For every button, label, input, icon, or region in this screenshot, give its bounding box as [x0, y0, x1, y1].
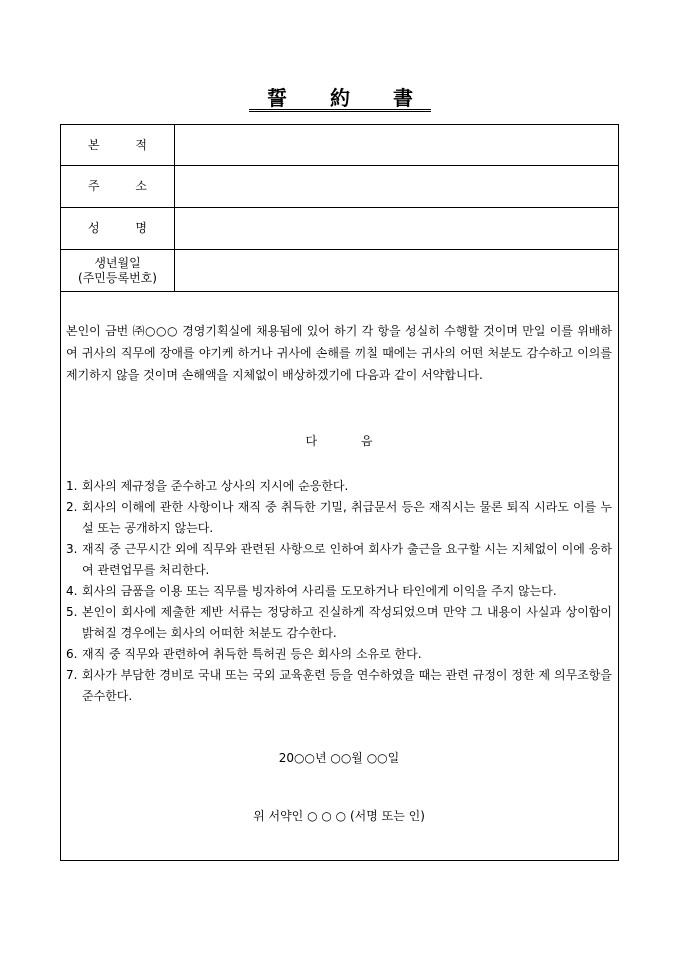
- list-item-text: 회사가 부담한 경비로 국내 또는 국외 교육훈련 등을 연수하였을 때는 관련 규정이 정한 제 의무조항을 준수한다.: [82, 668, 612, 703]
- field-row-birthdate: [61, 250, 618, 292]
- field-row-name: [61, 208, 618, 250]
- document-title-text: 誓 約 書: [249, 87, 431, 112]
- section-heading: 다 음: [305, 434, 393, 448]
- list-item-text: 본인이 회사에 제출한 제반 서류는 정당하고 진실하게 작성되었으며 만약 그 내용이 사실과 상이함이 밝혀질 경우에는 회사의 어떠한 처분도 감수한다.: [82, 605, 612, 640]
- list-item-text: 회사의 금품을 이용 또는 직무를 빙자하여 사리를 도모하거나 타인에게 이익을 주지 않는다.: [82, 584, 557, 598]
- field-row-address: [61, 166, 618, 208]
- list-item: [66, 581, 612, 602]
- pledge-date: 20○○년 ○○월 ○○일: [278, 751, 400, 765]
- field-value-birthdate[interactable]: [175, 250, 619, 292]
- field-label-birthdate-line1: 생년월일: [94, 255, 141, 270]
- list-item: [66, 539, 612, 581]
- list-item-number: 1.: [66, 479, 78, 493]
- field-label-registered-domicile: 본 적: [61, 125, 175, 166]
- list-item: [66, 644, 612, 665]
- intro-paragraph: 본인이 금번 ㈜○○○ 경영기획실에 채용됨에 있어 하기 각 항을 성실히 수행할 것이며 만일 이를 위배하여 귀사의 직무에 장애를 야기케 하거나 귀사에 손해를 끼칠 때에는 귀사의 어떤 처분도 감수하고 이의를 제기하지 않을 것이며 손해액을 지체없이 배상하겠기에 다음과 같이 서약합니다.: [66, 324, 612, 382]
- list-item-number: 5.: [66, 605, 78, 619]
- list-item-number: 6.: [66, 647, 78, 661]
- list-item-number: 2.: [66, 500, 78, 514]
- pledge-form: [60, 124, 619, 861]
- list-item: [66, 602, 612, 644]
- personal-info-table: [61, 125, 618, 292]
- list-item-number: 4.: [66, 584, 78, 598]
- list-item-number: 7.: [66, 668, 78, 682]
- list-item-text: 회사의 이해에 관한 사항이나 재직 중 취득한 기밀, 취급문서 등은 재직시는 물론 퇴직 시라도 이를 누설 또는 공개하지 않는다.: [82, 500, 612, 535]
- field-value-address[interactable]: [175, 166, 619, 208]
- list-item: [66, 665, 612, 707]
- list-item-text: 회사의 제규정을 준수하고 상사의 지시에 순응한다.: [82, 479, 349, 493]
- field-row-registered-domicile: [61, 125, 618, 166]
- list-item: [66, 497, 612, 539]
- field-value-name[interactable]: [175, 208, 619, 250]
- field-label-address: 주 소: [61, 166, 175, 208]
- pledge-items-list: [66, 476, 612, 707]
- field-label-birthdate-line2: (주민등록번호): [78, 270, 157, 285]
- list-item-text: 재직 중 직무와 관련하여 취득한 특허권 등은 회사의 소유로 한다.: [82, 647, 422, 661]
- list-item-number: 3.: [66, 542, 78, 556]
- document-title: [0, 86, 680, 112]
- pledge-content: [66, 320, 612, 827]
- signature-line: 위 서약인 ○ ○ ○ (서명 또는 인): [253, 809, 425, 823]
- list-item-text: 재직 중 근무시간 외에 직무와 관련된 사항으로 인하여 회사가 출근을 요구할 시는 지체없이 이에 응하여 관련업무를 처리한다.: [82, 542, 612, 577]
- field-value-registered-domicile[interactable]: [175, 125, 619, 166]
- field-label-birthdate: [61, 250, 175, 292]
- field-label-name: 성 명: [61, 208, 175, 250]
- list-item: [66, 476, 612, 497]
